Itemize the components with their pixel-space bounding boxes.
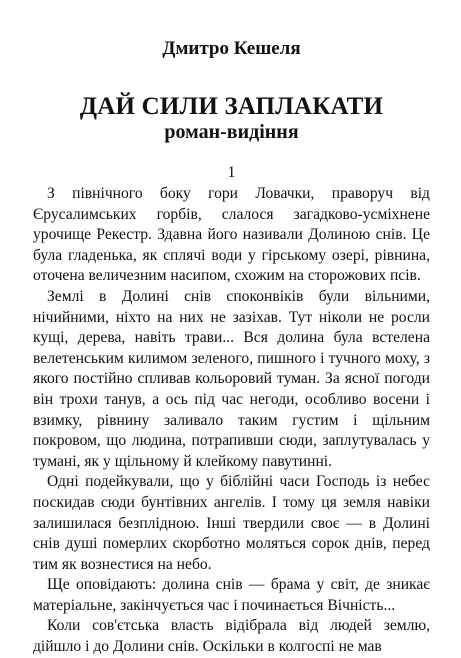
paragraph-4: Ще оповідають: долина снів — брама у світ, де зникає матеріальне, закінчується час і починається Вічність... <box>33 576 430 614</box>
paragraph-1: З північного боку гори Ловачки, праворуч від Єрусалимських горбів, слалося загадково-усміхнене урочище Рекестр. Здавна його називали Долиною снів. Це була гладенька, як сплячі води у гірському озері, рівнина, оточена величезним насипом, схожим на сторожових псів. <box>33 185 430 285</box>
paragraph-5: Коли сов'єтська власть відібрала від людей землю, дійшло і до Долини снів. Оскільки в колгоспі не мав <box>33 617 430 656</box>
paragraph-3: Одні подейкували, що у біблійні часи Господь із небес поскидав сюди бунтівних ангелів. І тому ця земля навіки залишилася безплідною. Інші твердили своє — в Долині снів душі померлих скорботно моляться сорок днів, перед тим як вознестися на небо. <box>33 473 430 573</box>
paragraph-2: Землі в Долині снів споконвіків були вільними, нічийними, ніхто на них не зазіхав. Тут ніколи не росли кущі, дерева, навіть трави... Вся долина була встелена велетенським килимом зеленого, пишного і тучного моху, з якого постійно спливав кольоровий туман. За ясної погоди він трохи танув, а ось під час негоди, особливо восени і взимку, рівнину заливало таким густим і щільним покровом, що людина, потрапивши сюди, заплутувалась у тумані, як у щільному й клейкому павутинні. <box>33 287 430 470</box>
book-title: ДАЙ СИЛИ ЗАПЛАКАТИ <box>79 93 384 120</box>
chapter-number: 1 <box>227 164 236 181</box>
book-subtitle: роман-видіння <box>164 121 299 143</box>
author-name: Дмитро Кешеля <box>162 38 301 59</box>
body-text <box>33 184 430 658</box>
